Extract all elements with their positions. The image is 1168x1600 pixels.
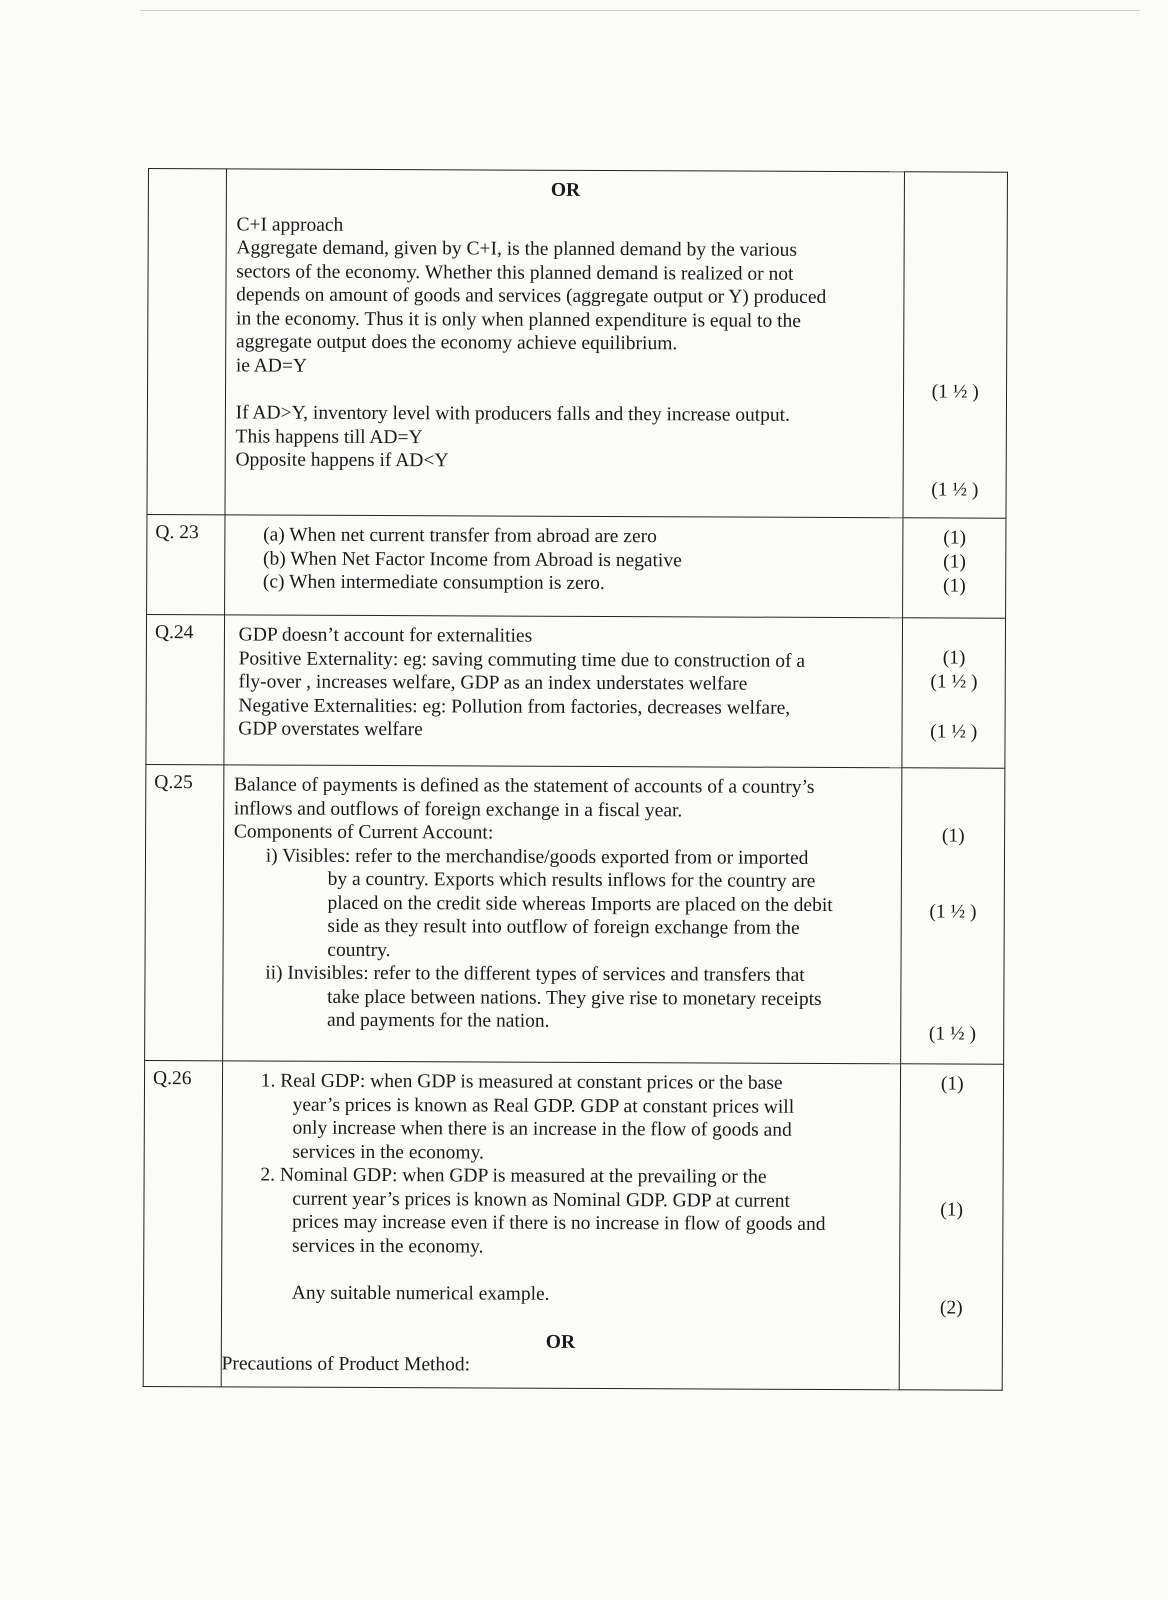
answer-line: Positive Externality: eg: saving commuting time due to construction of a	[238, 647, 806, 672]
row-q25	[145, 764, 1005, 1064]
answer-cell	[224, 515, 903, 618]
question-cell	[146, 614, 224, 764]
mark-value: (1)	[940, 1199, 964, 1221]
list-item-invisibles: ii) Invisibles: refer to the different types of services and transfers that	[265, 962, 805, 986]
answer-line: C+I approach	[236, 213, 344, 236]
marks-cell	[902, 618, 1005, 768]
mark-value: (1 ½ )	[930, 671, 978, 693]
answer-line: inflows and outflows of foreign exchange in a fiscal year.	[233, 797, 683, 821]
marking-scheme-table	[143, 168, 1008, 1390]
question-number: Q. 23	[155, 522, 199, 544]
answer-line: in the economy. Thus it is only when planned expenditure is equal to the	[236, 307, 801, 332]
row-q26	[143, 1060, 1003, 1389]
list-item-real-gdp: 1. Real GDP: when GDP is measured at constant prices or the base	[260, 1070, 783, 1094]
answer-line: Aggregate demand, given by C+I, is the planned demand by the various	[236, 237, 798, 261]
row-q24	[146, 614, 1006, 768]
mark-value: (1)	[943, 527, 967, 549]
question-number: Q.24	[154, 622, 194, 644]
answer-line: GDP doesn’t account for externalities	[238, 624, 533, 647]
question-cell	[147, 514, 225, 614]
mark-value: (2)	[939, 1297, 963, 1319]
question-cell	[147, 169, 226, 515]
answer-line: only increase when there is an increase in the flow of goods and	[292, 1117, 792, 1141]
answer-option: (b) When Net Factor Income from Abroad is negative	[262, 548, 682, 571]
answer-line: sectors of the economy. Whether this planned demand is realized or not	[236, 260, 794, 285]
question-number: Q.25	[154, 772, 193, 794]
mark-value: (1)	[940, 1073, 964, 1095]
mark-value: (1 ½ )	[930, 721, 978, 743]
answer-line: fly-over , increases welfare, GDP as an index understates welfare	[238, 671, 748, 695]
answer-line: Opposite happens if AD<Y	[235, 449, 449, 472]
mark-value: (1)	[942, 575, 966, 597]
row-q23	[147, 514, 1006, 618]
list-item-nominal-gdp: 2. Nominal GDP: when GDP is measured at the prevailing or the	[260, 1164, 767, 1188]
answer-line: current year’s prices is known as Nominal GDP. GDP at current	[292, 1188, 790, 1212]
answer-line: side as they result into outflow of foreign exchange from the	[327, 915, 800, 939]
answer-line: country.	[327, 939, 391, 961]
marks-cell	[900, 1064, 1004, 1390]
answer-line: placed on the credit side whereas Imports are placed on the debit	[327, 892, 833, 916]
answer-line: Negative Externalities: eg: Pollution from factories, decreases welfare,	[238, 694, 791, 719]
answer-line: Precautions of Product Method:	[221, 1353, 471, 1376]
mark-value: (1)	[942, 647, 966, 669]
answer-cell	[221, 1061, 901, 1389]
question-number: Q.26	[152, 1068, 192, 1090]
answer-cell	[222, 765, 902, 1064]
answer-line: If AD>Y, inventory level with producers falls and they increase output.	[235, 402, 791, 426]
mark-value: (1 ½ )	[931, 381, 979, 403]
question-cell	[143, 1060, 222, 1386]
or-heading: OR	[545, 1331, 576, 1353]
answer-line: This happens till AD=Y	[235, 425, 423, 448]
marks-cell	[901, 768, 1005, 1064]
answer-line: take place between nations. They give rise to monetary receipts	[327, 986, 822, 1010]
list-item-visibles: i) Visibles: refer to the merchandise/goods exported from or imported	[265, 845, 809, 869]
answer-line: by a country. Exports which results inflows for the country are	[327, 868, 816, 892]
answer-line: and payments for the nation.	[326, 1009, 550, 1032]
answer-line: aggregate output does the economy achieve equilibrium.	[235, 331, 678, 355]
or-heading: OR	[550, 179, 581, 201]
answer-line: prices may increase even if there is no increase in flow of goods and	[292, 1211, 826, 1235]
mark-value: (1)	[941, 825, 965, 847]
answer-line: GDP overstates welfare	[238, 718, 423, 741]
answer-line: Any suitable numerical example.	[291, 1282, 550, 1305]
mark-value: (1 ½ )	[931, 479, 979, 501]
answer-line: ie AD=Y	[235, 354, 308, 377]
answer-cell	[225, 169, 905, 518]
mark-value: (1)	[943, 551, 966, 573]
answer-line: depends on amount of goods and services (aggregate output or Y) produced	[236, 284, 827, 308]
answer-line: Balance of payments is defined as the statement of accounts of a country’s	[233, 774, 815, 798]
answer-option: (a) When net current transfer from abroad are zero	[263, 524, 657, 548]
marks-cell	[903, 172, 1007, 518]
answer-line: Components of Current Account:	[233, 821, 494, 844]
answer-option: (c) When intermediate consumption is zero.	[262, 571, 605, 594]
scan-edge-line	[140, 10, 1140, 11]
answer-line: services in the economy.	[291, 1235, 484, 1257]
mark-value: (1 ½ )	[928, 1023, 977, 1045]
answer-cell	[224, 615, 903, 768]
marks-cell	[903, 518, 1006, 618]
row-or-cplusi	[147, 169, 1008, 519]
question-cell	[145, 764, 224, 1060]
mark-value: (1 ½ )	[929, 901, 977, 923]
answer-line: year’s prices is known as Real GDP. GDP at constant prices will	[292, 1094, 795, 1118]
answer-line: services in the economy.	[292, 1141, 485, 1163]
